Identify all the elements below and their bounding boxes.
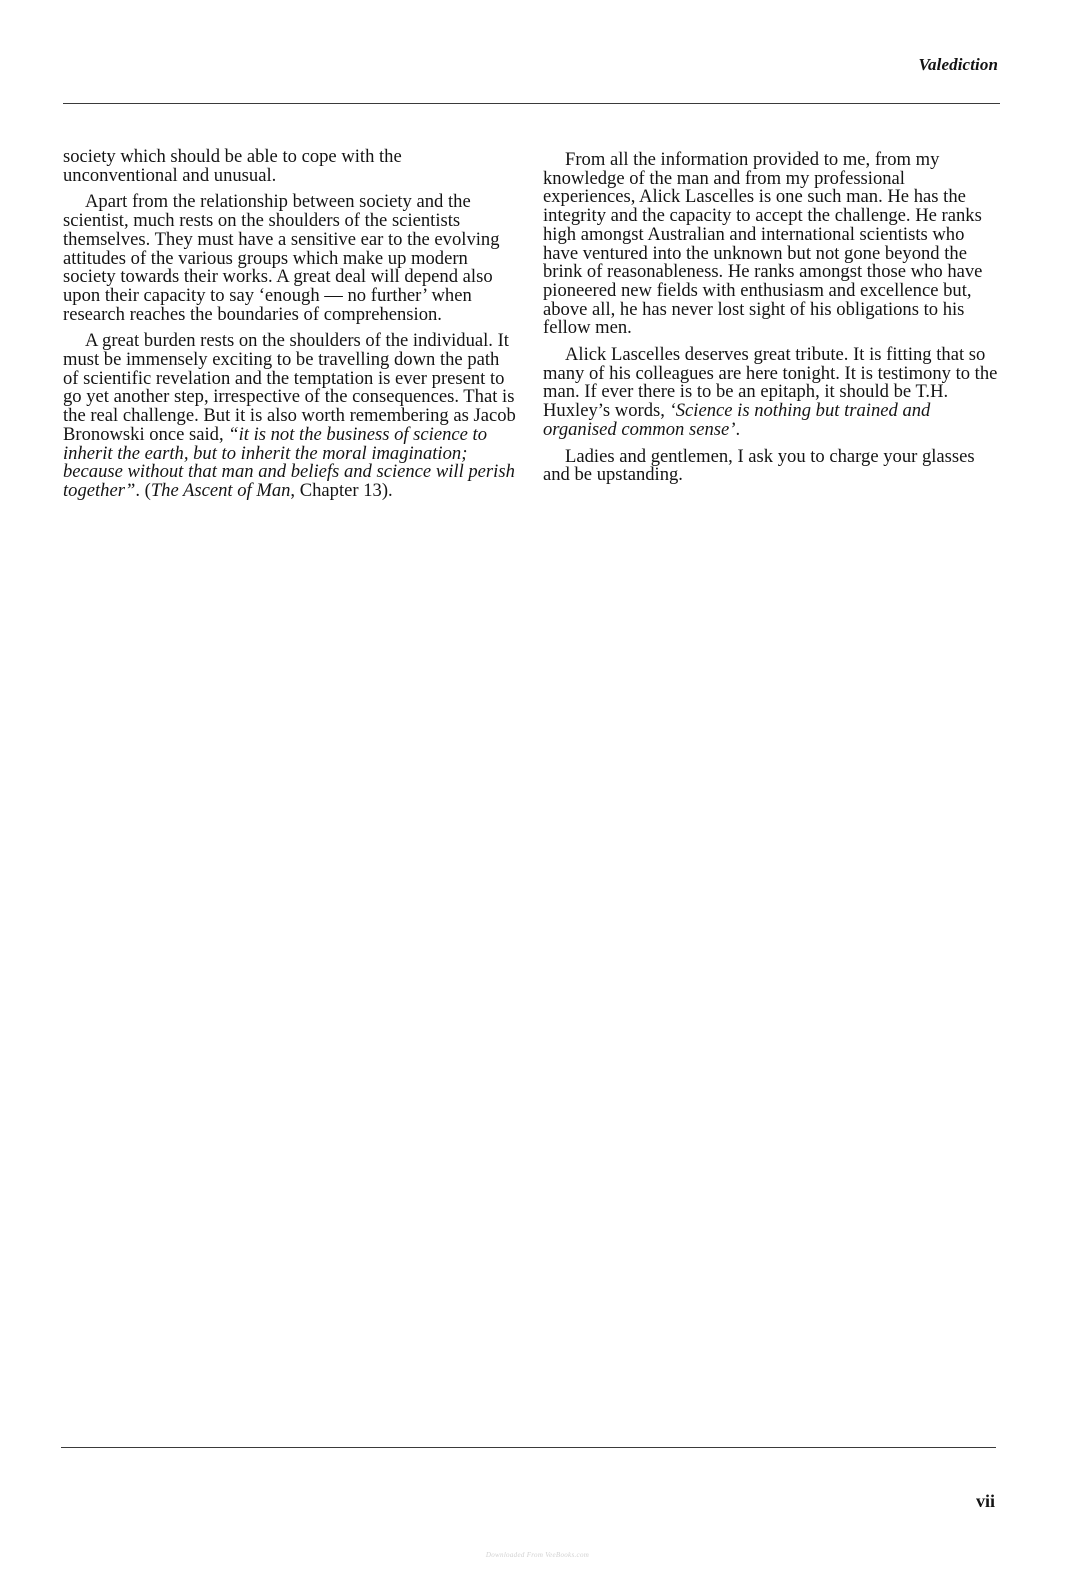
bronowski-quote: “it is not the business of science to inherit the earth, but to inherit the moral imagination; because without that man and beliefs and science will perish together” xyxy=(63,423,515,501)
paragraph xyxy=(543,346,998,440)
right-column xyxy=(543,151,998,485)
paragraph-text: A great burden rests on the shoulders of the individual. It must be immensely exciting to be travelling down the path of scientific revelation and the temptation is ever present to go yet another step, irrespective of the consequences. That is the real challenge. But it is also worth remembering as Jacob Bronowski once said, xyxy=(63,330,516,445)
paragraph xyxy=(63,332,518,500)
paragraph: From all the information provided to me, from my knowledge of the man and from my professional experiences, Alick Lascelles is one such man. He has the integrity and the capacity to accept the challenge. He ranks high amongst Australian and international scientists who have ventured into the unknown but not gone beyond the brink of reasonableness. He ranks amongst those who have pioneered new fields with enthusiasm and excellence but, above all, he has never lost sight of his obligations to his fellow men. xyxy=(543,149,983,339)
paragraph-text: Alick Lascelles deserves great tribute. It is fitting that so many of his colleagues are here tonight. It is testimony to the man. If ever there is to be an epitaph, it should be T.H. Huxley’s words, xyxy=(543,344,998,422)
paragraph: Ladies and gentlemen, I ask you to charge your glasses and be upstanding. xyxy=(543,445,975,486)
running-head: Valediction xyxy=(918,55,998,74)
huxley-quote: ‘Science is nothing but trained and organised common sense’ xyxy=(543,400,931,440)
footer-rule xyxy=(61,1447,996,1448)
page-number: vii xyxy=(975,1491,995,1511)
paragraph-text: , Chapter 13). xyxy=(290,479,393,501)
paragraph: society which should be able to cope with the unconventional and unusual. xyxy=(63,146,402,186)
paragraph-text: . xyxy=(735,418,741,440)
book-title: The Ascent of Man xyxy=(150,479,291,501)
download-watermark: Downloaded From VeeBooks.com xyxy=(485,1551,590,1559)
paragraph-text: . ( xyxy=(135,479,151,501)
header-rule xyxy=(63,103,1000,104)
left-column xyxy=(63,148,518,501)
paragraph: Apart from the relationship between society and the scientist, much rests on the shoulders of the scientists themselves. They must have a sensitive ear to the evolving attitudes of the various groups which make up modern society towards their works. A great deal will depend also upon their capacity to say ‘enough — no further’ when research reaches the boundaries of comprehension. xyxy=(63,191,500,325)
